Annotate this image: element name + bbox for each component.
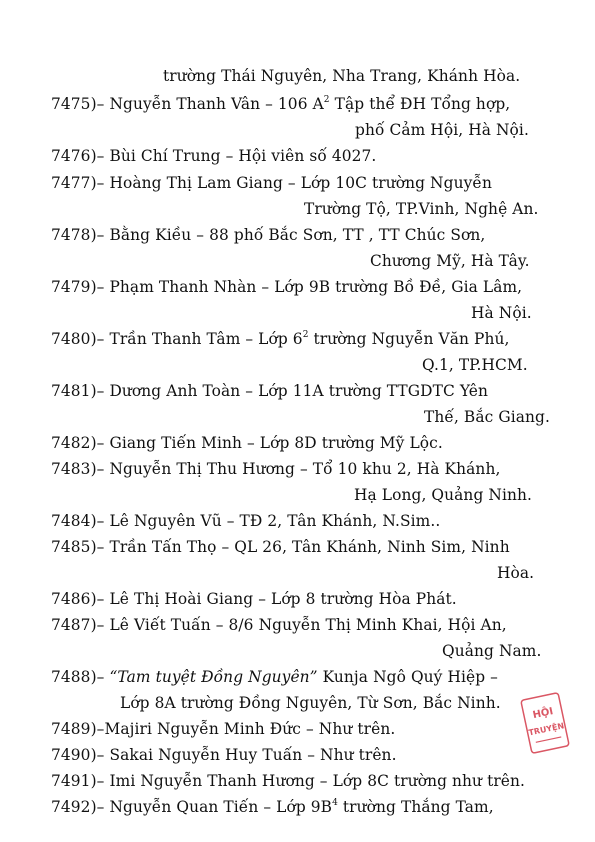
entry-number: 7479)– [51, 278, 105, 296]
entry-text: Dương Anh Toàn – Lớp 11A trường TTGDTC Yên [109, 382, 489, 400]
continuation-line: Hà Nội. [471, 304, 532, 322]
superscript: 2 [302, 330, 309, 340]
entry-text: Giang Tiến Minh – Lớp 8D trường Mỹ Lộc. [109, 434, 443, 452]
continuation-line: Quảng Nam. [442, 642, 542, 660]
entry-text: Nguyễn Thị Thu Hương – Tổ 10 khu 2, Hà Khánh, [109, 460, 501, 478]
continuation-line: Thế, Bắc Giang. [424, 408, 550, 426]
entry-text: Lê Thị Hoài Giang – Lớp 8 trường Hòa Phát. [109, 590, 457, 608]
entry-text-tail: Tập thể ĐH Tổng hợp, [329, 95, 511, 113]
entry-text: Kunja Ngô Quý Hiệp – [317, 668, 498, 686]
list-item-7482 [51, 433, 443, 453]
entry-number: 7478)– [51, 226, 105, 244]
list-item-7478 [51, 225, 485, 245]
superscript: 4 [332, 798, 338, 808]
entry-number: 7483)– [51, 460, 105, 478]
continuation-line: Hạ Long, Quảng Ninh. [354, 486, 532, 504]
entry-number: 7490)– [51, 746, 105, 764]
list-item-7490 [51, 745, 397, 765]
entry-text: Lê Nguyên Vũ – TĐ 2, Tân Khánh, N.Sim.. [109, 512, 441, 530]
continuation-line: Q.1, TP.HCM. [422, 356, 528, 374]
list-item-7492 [51, 797, 494, 817]
entry-text: Phạm Thanh Nhàn – Lớp 9B trường Bồ Đề, Gia Lâm, [109, 278, 523, 296]
entry-number: 7491)– [51, 772, 105, 790]
entry-number: 7481)– [51, 382, 105, 400]
entry-number: 7482)– [51, 434, 105, 452]
list-item-7485 [51, 537, 510, 557]
entry-number: 7492)– [51, 798, 105, 816]
list-item-7484 [51, 511, 440, 531]
continuation-line: Hòa. [497, 564, 535, 582]
watermark-line1: HỘI [531, 706, 555, 722]
entry-number: 7475)– [51, 95, 105, 113]
continuation-line: Chương Mỹ, Hà Tây. [370, 252, 530, 270]
list-item-7483 [51, 459, 500, 479]
list-item-7479 [51, 277, 522, 297]
list-item-7487 [51, 615, 507, 635]
entry-text: Nguyễn Thanh Vân – 106 A [109, 95, 324, 113]
list-item-7486 [51, 589, 457, 609]
entry-text: Imi Nguyễn Thanh Hương – Lớp 8C trường như trên. [109, 772, 526, 790]
entry-text-tail: trường Nguyễn Văn Phú, [308, 330, 510, 348]
list-item-7491 [51, 771, 525, 791]
entry-text: Majiri Nguyễn Minh Đức – Như trên. [104, 720, 396, 738]
entry-text: Trần Tấn Thọ – QL 26, Tân Khánh, Ninh Sim, Ninh [109, 538, 510, 556]
watermark-line2: TRUYỆN [527, 721, 565, 738]
continuation-line: Trường Tộ, TP.Vinh, Nghệ An. [304, 200, 539, 218]
list-item-7488 [51, 667, 498, 687]
entry-text: Nguyễn Quan Tiến – Lớp 9B [109, 798, 333, 816]
superscript: 2 [323, 95, 330, 105]
entry-number: 7489)– [51, 720, 105, 738]
entry-number: 7477)– [51, 174, 105, 192]
entry-number: 7484)– [51, 512, 105, 530]
watermark-logo-icon [520, 690, 570, 756]
entry-text: Bùi Chí Trung – Hội viên số 4027. [109, 147, 377, 165]
entry-number: 7487)– [51, 616, 105, 634]
list-item-7477 [51, 173, 492, 193]
entry-text: Bằng Kiều – 88 phố Bắc Sơn, TT , TT Chúc Sơn, [109, 226, 486, 244]
entry-text: Trần Thanh Tâm – Lớp 6 [109, 330, 303, 348]
entry-text: Sakai Nguyễn Huy Tuấn – Như trên. [109, 746, 397, 764]
list-item-7489 [51, 719, 395, 739]
continuation-line: phố Cảm Hội, Hà Nội. [355, 121, 529, 139]
entry-number: 7486)– [51, 590, 105, 608]
list-item-7475 [51, 94, 510, 114]
entry-italic-title: “Tam tuyệt Đồng Nguyên” [109, 668, 318, 686]
entry-number: 7480)– [51, 330, 105, 348]
entry-number: 7488)– [51, 668, 105, 686]
entry-text: Hoàng Thị Lam Giang – Lớp 10C trường Nguyễn [109, 174, 492, 192]
continuation-line: trường Thái Nguyên, Nha Trang, Khánh Hòa. [163, 67, 521, 85]
entry-number: 7476)– [51, 147, 105, 165]
list-item-7480 [51, 329, 509, 349]
continuation-line: Lớp 8A trường Đồng Nguyên, Từ Sơn, Bắc Ninh. [120, 694, 501, 712]
entry-text-tail: trường Thắng Tam, [337, 798, 494, 816]
list-item-7476 [51, 146, 376, 166]
list-item-7481 [51, 381, 488, 401]
entry-text: Lê Viết Tuấn – 8/6 Nguyễn Thị Minh Khai, Hội An, [109, 616, 507, 634]
entry-number: 7485)– [51, 538, 105, 556]
